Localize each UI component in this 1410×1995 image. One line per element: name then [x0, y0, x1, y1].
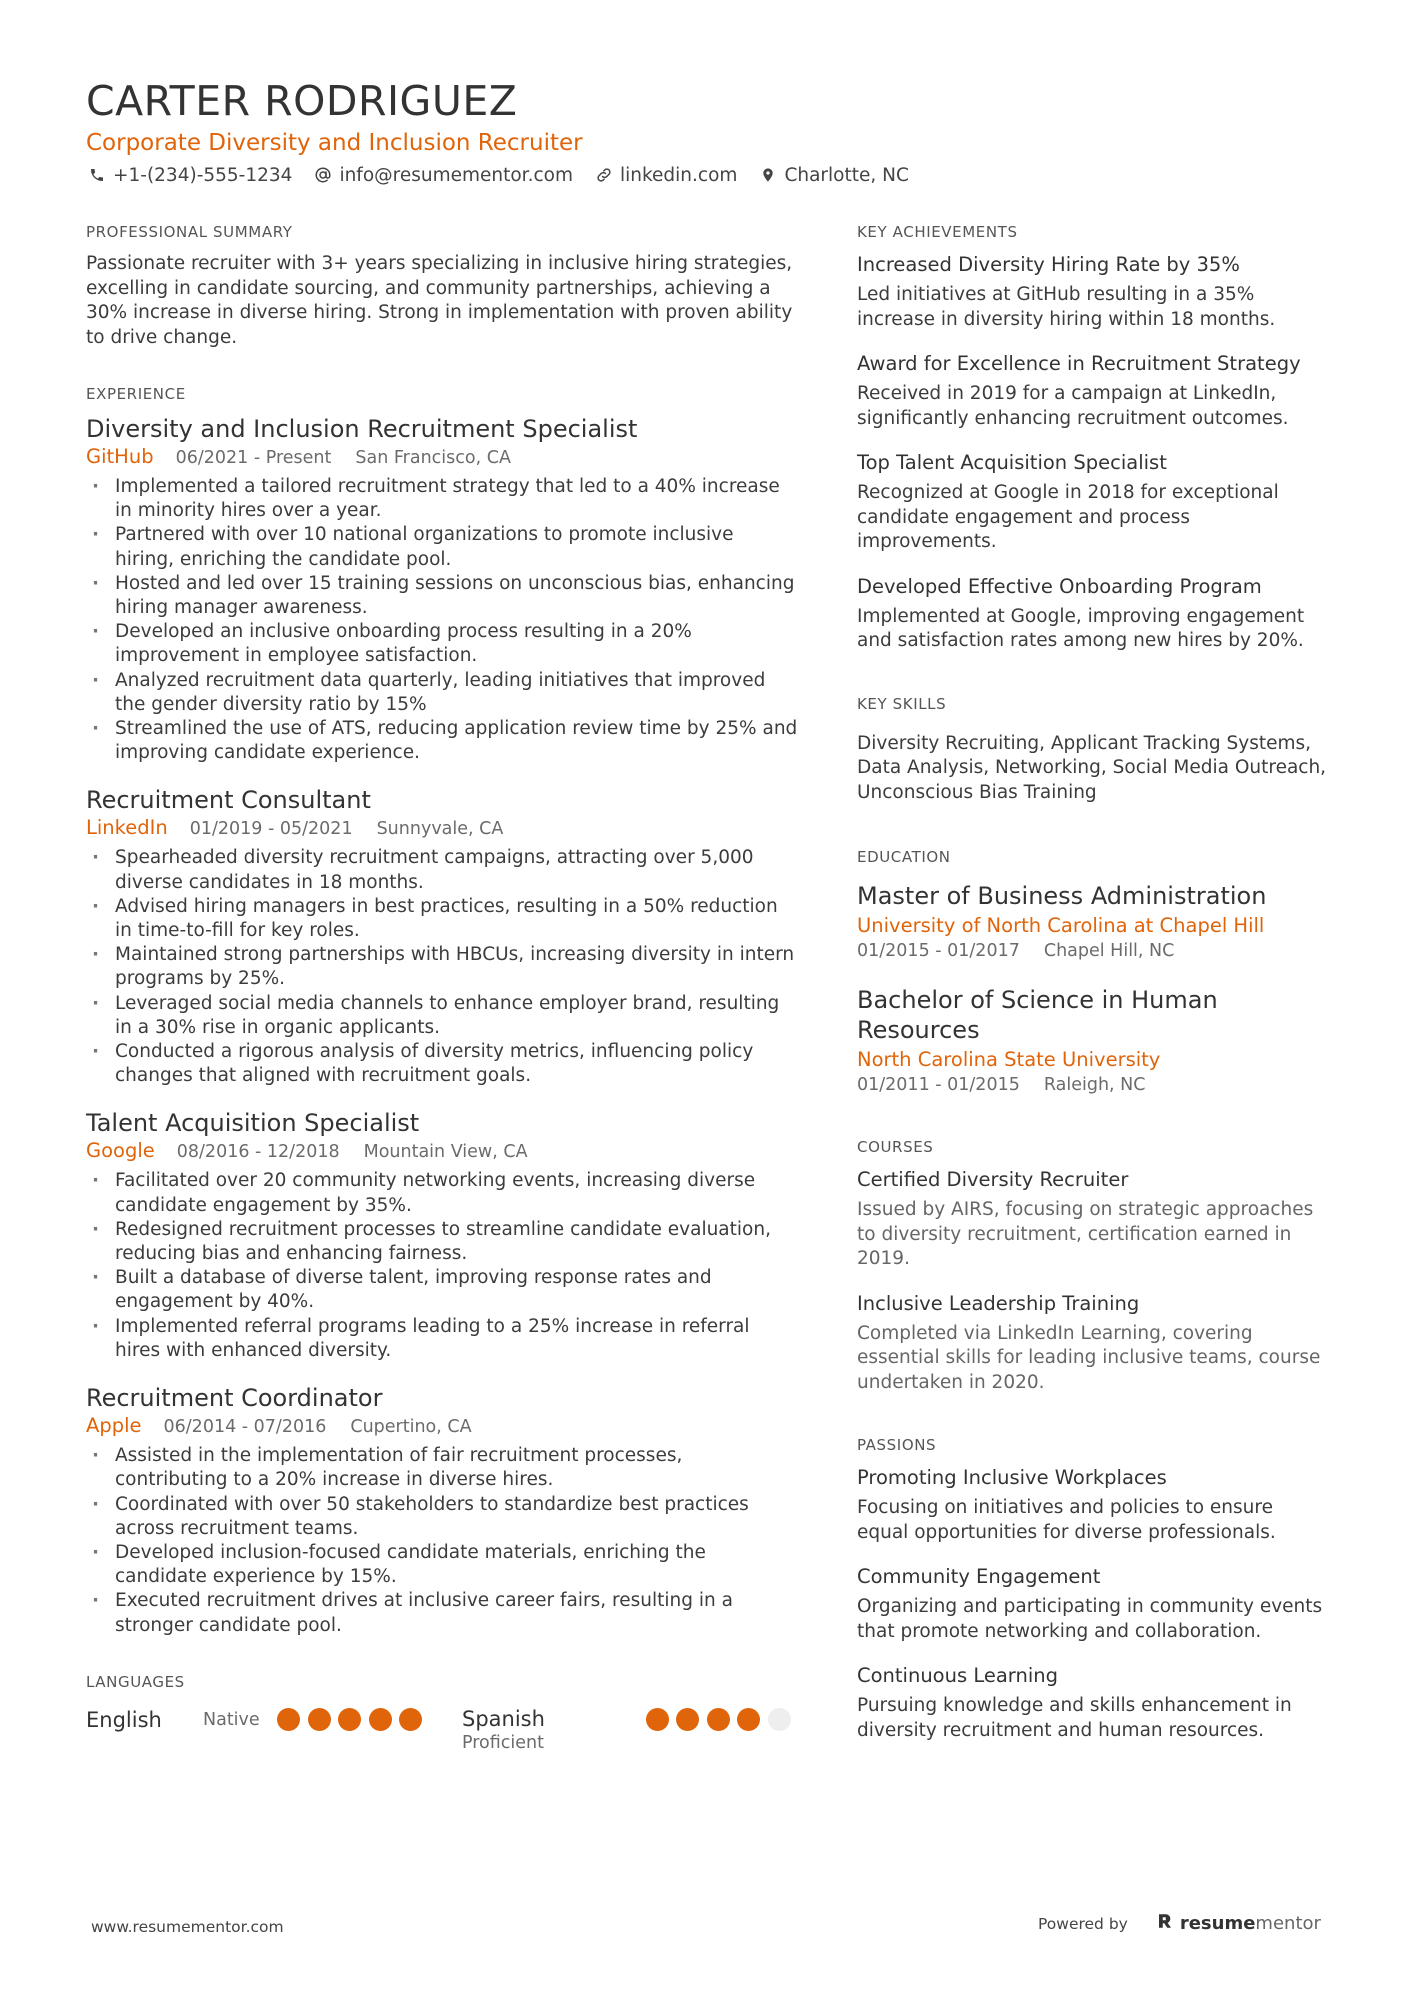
education-item: [857, 881, 1327, 963]
job-company: GitHub: [86, 445, 154, 468]
job-bullet: · Leveraged social media channels to enhance employer brand, resulting in a 30% rise in organic applicants.: [86, 992, 798, 1040]
contact-location: [757, 164, 908, 186]
course-title: Certified Diversity Recruiter: [857, 1168, 1129, 1191]
education-meta: [857, 1073, 1327, 1097]
right-column: [857, 222, 1327, 1743]
education-dates: 01/2015 - 01/2017: [857, 941, 1020, 961]
language-rating: [277, 1706, 430, 1734]
contact-linkedin-text: linkedin.com: [619, 164, 738, 186]
education-heading: EDUCATION: [857, 848, 951, 866]
language-rating: [646, 1706, 799, 1734]
footer-website-link[interactable]: www.resumementor.com: [91, 1918, 284, 1936]
language-level: Native: [203, 1709, 260, 1730]
resume-header: [86, 78, 1326, 186]
job-bullet: · Built a database of diverse talent, improving response rates and engagement by 40%.: [86, 1266, 798, 1314]
course-text: Completed via LinkedIn Learning, covering essential skills for leading inclusive teams, course undertaken in 2020.: [857, 1322, 1321, 1393]
courses-heading: COURSES: [857, 1138, 934, 1156]
job-location: Cupertino, CA: [350, 1417, 472, 1438]
location-pin-icon: [757, 164, 779, 186]
job-bullets: [86, 846, 798, 1088]
contact-email[interactable]: [312, 164, 573, 186]
language-name: Spanish: [462, 1706, 545, 1731]
passion-item: [857, 1465, 1327, 1545]
contact-email-text: info@resumementor.com: [339, 164, 573, 186]
achievement-title: Increased Diversity Hiring Rate by 35%: [857, 253, 1240, 276]
job-bullet: · Analyzed recruitment data quarterly, leading initiatives that improved the gender diversity ratio by 15%: [86, 669, 798, 717]
job-bullets: [86, 475, 798, 765]
achievement-item: [857, 252, 1327, 332]
passions-section: [857, 1435, 1327, 1743]
education-degree: Bachelor of Science in Human Resources: [857, 986, 1218, 1044]
job-bullets: [86, 1444, 798, 1638]
at-icon: [312, 164, 334, 186]
job-bullet: · Redesigned recruitment processes to streamline candidate evaluation, reducing bias and enhancing fairness.: [86, 1218, 798, 1266]
passions-heading: PASSIONS: [857, 1436, 937, 1454]
rating-dot-filled: [277, 1708, 300, 1731]
job-location: Mountain View, CA: [363, 1142, 528, 1163]
left-column: [86, 222, 798, 1754]
rating-dot-filled: [369, 1708, 392, 1731]
education-location: Chapel Hill, NC: [1043, 941, 1175, 961]
contact-phone-text: +1-(234)-555-1234: [113, 164, 293, 186]
brand-name-bold: resume: [1179, 1913, 1256, 1934]
job-dates: 06/2021 - Present: [175, 448, 332, 468]
language-item: [462, 1706, 798, 1754]
passion-item: [857, 1564, 1327, 1644]
rating-dot-filled: [338, 1708, 361, 1731]
rating-dot-filled: [737, 1708, 760, 1731]
contact-location-text: Charlotte, NC: [784, 164, 909, 186]
languages-section: [86, 1672, 798, 1754]
course-text: Issued by AIRS, focusing on strategic approaches to diversity recruitment, certification earned in 2019.: [857, 1199, 1314, 1269]
experience-item: [86, 1383, 798, 1638]
passion-title: Community Engagement: [857, 1565, 1101, 1588]
education-dates: 01/2011 - 01/2015: [857, 1075, 1020, 1095]
achievement-title: Award for Excellence in Recruitment Strategy: [857, 352, 1301, 375]
job-bullet: · Developed an inclusive onboarding process resulting in a 20% improvement in employee satisfaction.: [86, 620, 798, 668]
summary-text: Passionate recruiter with 3+ years specializing in inclusive hiring strategies, excelling in candidate sourcing, and community partnerships, achieving a 30% increase in diverse hiring. Strong in implementation with proven ability to drive change.: [86, 253, 793, 348]
job-bullet: · Partnered with over 10 national organizations to promote inclusive hiring, enriching the candidate pool.: [86, 523, 798, 571]
course-item: [857, 1167, 1327, 1272]
job-bullet: · Coordinated with over 50 stakeholders to standardize best practices across recruitment teams.: [86, 1493, 798, 1541]
job-bullet: · Maintained strong partnerships with HBCUs, increasing diversity in intern programs by 25%.: [86, 943, 798, 991]
rating-dot-filled: [707, 1708, 730, 1731]
language-label-group: [462, 1706, 646, 1754]
job-dates: 06/2014 - 07/2016: [163, 1417, 327, 1438]
contact-linkedin[interactable]: [593, 164, 737, 186]
job-bullet: · Executed recruitment drives at inclusive career fairs, resulting in a stronger candidate pool.: [86, 1589, 798, 1637]
experience-section: [86, 384, 798, 1638]
job-bullet: · Streamlined the use of ATS, reducing application review time by 25% and improving candidate experience.: [86, 717, 798, 765]
achievements-section: [857, 222, 1327, 654]
job-company: LinkedIn: [86, 816, 168, 840]
education-section: [857, 847, 1327, 1097]
job-title: Recruitment Coordinator: [86, 1384, 383, 1413]
job-company: Apple: [86, 1414, 142, 1438]
job-meta: [86, 445, 798, 470]
course-title: Inclusive Leadership Training: [857, 1291, 1140, 1315]
education-degree: Master of Business Administration: [857, 882, 1267, 910]
passion-text: Organizing and participating in community events that promote networking and collaboration.: [857, 1596, 1323, 1642]
passion-title: Continuous Learning: [857, 1664, 1058, 1687]
languages-heading: LANGUAGES: [86, 1672, 185, 1691]
rating-dot-filled: [646, 1708, 669, 1731]
job-bullet: · Implemented referral programs leading to a 25% increase in referral hires with enhanced diversity.: [86, 1315, 798, 1363]
education-meta: [857, 939, 1327, 963]
phone-icon: [86, 164, 108, 186]
job-bullet: · Conducted a rigorous analysis of diversity metrics, influencing policy changes that aligned with recruitment goals.: [86, 1040, 798, 1088]
language-item: [86, 1706, 462, 1754]
job-bullet: · Facilitated over 20 community networking events, increasing diverse candidate engagement by 35%.: [86, 1169, 798, 1217]
achievement-item: [857, 450, 1327, 555]
brand-logo[interactable]: [1156, 1912, 1321, 1935]
skills-text: Diversity Recruiting, Applicant Tracking Systems, Data Analysis, Networking, Social Media Outreach, Unconscious Bias Training: [857, 732, 1327, 803]
contact-bar: [86, 164, 1326, 186]
candidate-name: CARTER RODRIGUEZ: [86, 77, 518, 125]
education-school: North Carolina State University: [857, 1048, 1161, 1071]
experience-item: [86, 414, 798, 765]
job-bullet: · Developed inclusion-focused candidate materials, enriching the candidate experience by 15%.: [86, 1541, 798, 1589]
passion-text: Pursuing knowledge and skills enhancement in diversity recruitment and human resources.: [857, 1695, 1292, 1741]
job-meta: [86, 1139, 798, 1164]
passion-item: [857, 1663, 1327, 1743]
job-company: Google: [86, 1139, 155, 1163]
job-bullet: · Hosted and led over 15 training sessions on unconscious bias, enhancing hiring manager awareness.: [86, 572, 798, 620]
skills-section: [857, 694, 1327, 806]
language-level: Proficient: [462, 1732, 544, 1753]
achievements-heading: KEY ACHIEVEMENTS: [857, 223, 1018, 241]
job-title: Talent Acquisition Specialist: [86, 1109, 420, 1138]
passion-title: Promoting Inclusive Workplaces: [857, 1466, 1167, 1489]
footer-powered-by: [1038, 1912, 1321, 1935]
rating-dot-filled: [399, 1708, 422, 1731]
job-bullet: · Advised hiring managers in best practices, resulting in a 50% reduction in time-to-fill for key roles.: [86, 895, 798, 943]
powered-by-label: Powered by: [1038, 1914, 1128, 1933]
brand-name-light: mentor: [1255, 1913, 1321, 1934]
courses-section: [857, 1137, 1327, 1395]
link-icon: [593, 164, 615, 186]
passion-text: Focusing on initiatives and policies to ensure equal opportunities for diverse professionals.: [857, 1497, 1276, 1543]
achievement-text: Led initiatives at GitHub resulting in a 35% increase in diversity hiring within 18 months.: [857, 284, 1276, 330]
summary-section: [86, 222, 798, 350]
language-name: English: [86, 1707, 162, 1732]
achievement-text: Received in 2019 for a campaign at LinkedIn, significantly enhancing recruitment outcomes.: [857, 383, 1289, 429]
achievement-title: Developed Effective Onboarding Program: [857, 574, 1262, 598]
job-bullet: · Implemented a tailored recruitment strategy that led to a 40% increase in minority hires over a year.: [86, 475, 798, 523]
job-title: Diversity and Inclusion Recruitment Specialist: [86, 415, 638, 443]
job-title: Recruitment Consultant: [86, 786, 371, 815]
rating-dot-empty: [768, 1708, 791, 1731]
job-dates: 08/2016 - 12/2018: [176, 1142, 340, 1163]
skills-heading: KEY SKILLS: [857, 694, 947, 713]
achievement-item: [857, 351, 1327, 431]
experience-heading: EXPERIENCE: [86, 385, 186, 403]
achievement-item: [857, 574, 1327, 654]
achievement-text: Implemented at Google, improving engagement and satisfaction rates among new hires by 20%.: [857, 605, 1305, 651]
education-location: Raleigh, NC: [1043, 1075, 1146, 1095]
job-location: San Francisco, CA: [355, 448, 511, 468]
job-meta: [86, 1414, 798, 1439]
summary-heading: PROFESSIONAL SUMMARY: [86, 223, 293, 241]
contact-phone[interactable]: [86, 164, 292, 186]
job-bullets: [86, 1169, 798, 1363]
job-bullet: · Assisted in the implementation of fair recruitment processes, contributing to a 20% increase in diverse hires.: [86, 1444, 798, 1492]
languages-list: [86, 1706, 798, 1754]
course-item: [857, 1291, 1327, 1396]
candidate-title: Corporate Diversity and Inclusion Recruiter: [86, 130, 583, 156]
resumementor-logo-icon: [1156, 1912, 1180, 1935]
education-item: [857, 985, 1327, 1097]
job-location: Sunnyvale, CA: [376, 819, 504, 840]
job-dates: 01/2019 - 05/2021: [189, 819, 353, 840]
achievement-title: Top Talent Acquisition Specialist: [857, 451, 1167, 474]
experience-item: [86, 1108, 798, 1363]
job-bullet: · Spearheaded diversity recruitment campaigns, attracting over 5,000 diverse candidates in 18 months.: [86, 846, 798, 894]
achievement-text: Recognized at Google in 2018 for exceptional candidate engagement and process improvements.: [857, 482, 1279, 552]
rating-dot-filled: [676, 1708, 699, 1731]
education-school: University of North Carolina at Chapel Hill: [857, 914, 1265, 937]
rating-dot-filled: [308, 1708, 331, 1731]
experience-item: [86, 785, 798, 1088]
job-meta: [86, 816, 798, 841]
